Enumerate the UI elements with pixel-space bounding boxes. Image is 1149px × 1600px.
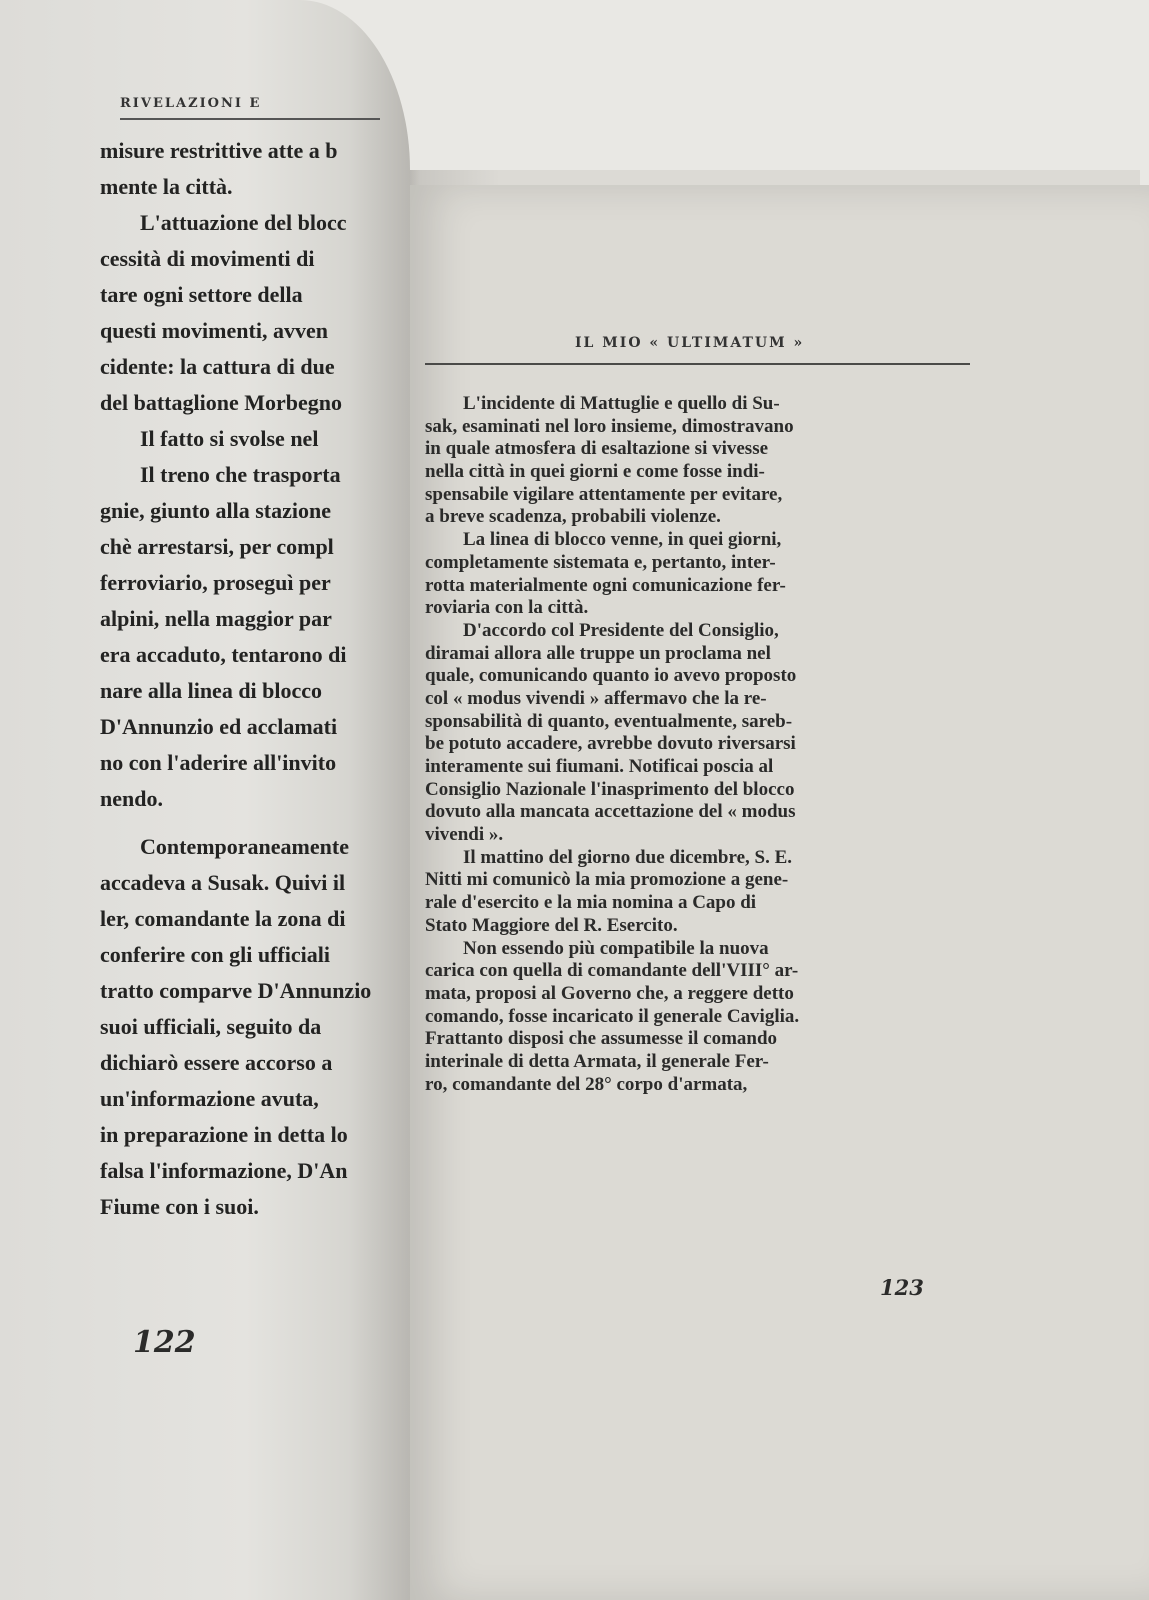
- text-line: cidente: la cattura di due: [100, 354, 335, 379]
- text-line: Fiume con i suoi.: [100, 1194, 259, 1219]
- text-line: Nitti mi comunicò la mia promozione a gene-: [425, 869, 789, 891]
- text-line: nare alla linea di blocco: [100, 678, 323, 703]
- right-page-body: [425, 393, 945, 1096]
- text-line: cessità di movimenti di: [100, 246, 315, 271]
- text-line: alpini, nella maggior par: [100, 606, 332, 631]
- right-page-number: 123: [880, 1275, 924, 1300]
- text-line: La linea di blocco venne, in quei giorni,: [463, 529, 782, 551]
- text-line: suoi ufficiali, seguito da: [100, 1014, 322, 1039]
- text-line: interinale di detta Armata, il generale Fer-: [425, 1050, 769, 1072]
- text-line: be potuto accadere, avrebbe dovuto riversarsi: [425, 733, 796, 755]
- text-line: interamente sui fiumani. Notificai poscia al: [425, 756, 774, 777]
- text-line: a breve scadenza, probabili violenze.: [425, 506, 721, 528]
- text-line: falsa l'informazione, D'An: [100, 1158, 348, 1183]
- text-line: sak, esaminati nel loro insieme, dimostravano: [425, 415, 794, 437]
- text-line: roviaria con la città.: [425, 597, 589, 619]
- text-line: spensabile vigilare attentamente per evitare,: [425, 483, 783, 505]
- text-line: rotta materialmente ogni comunicazione fer-: [425, 574, 786, 596]
- text-line: comando, fosse incaricato il generale Caviglia.: [425, 1005, 800, 1027]
- text-line: L'incidente di Mattuglie e quello di Su-: [463, 393, 780, 414]
- text-line: misure restrittive atte a b: [100, 138, 338, 163]
- text-line: nendo.: [100, 786, 163, 811]
- text-line: ro, comandante del 28° corpo d'armata,: [425, 1073, 748, 1095]
- text-line: D'accordo col Presidente del Consiglio,: [463, 619, 779, 641]
- text-line: conferire con gli ufficiali: [100, 942, 330, 967]
- right-page: [405, 185, 1149, 1600]
- text-line: in quale atmosfera di esaltazione si vivesse: [425, 438, 769, 460]
- text-line: no con l'aderire all'invito: [100, 750, 337, 775]
- text-line: Il fatto si svolse nel: [140, 426, 319, 451]
- text-line: carica con quella di comandante dell'VIII° ar-: [425, 960, 799, 982]
- text-line: Contemporaneamente: [140, 834, 349, 859]
- text-line: ferroviario, proseguì per: [100, 570, 331, 595]
- text-line: Il mattino del giorno due dicembre, S. E.: [463, 846, 792, 868]
- text-line: tratto comparve D'Annunzio: [100, 978, 372, 1003]
- text-line: mata, proposi al Governo che, a reggere detto: [425, 982, 794, 1004]
- text-line: vivendi ».: [425, 824, 504, 846]
- text-line: completamente sistemata e, pertanto, inter-: [425, 551, 776, 573]
- text-line: Frattanto disposi che assumesse il comando: [425, 1028, 778, 1050]
- text-line: D'Annunzio ed acclamati: [100, 714, 338, 739]
- left-running-head: RIVELAZIONI E: [120, 96, 262, 111]
- text-line: in preparazione in detta lo: [100, 1122, 348, 1147]
- text-line: quale, comunicando quanto io avevo proposto: [425, 665, 797, 687]
- text-line: Stato Maggiore del R. Esercito.: [425, 914, 678, 936]
- left-page-number: 122: [133, 1325, 196, 1360]
- left-page: [0, 0, 410, 1600]
- text-line: Consiglio Nazionale l'inasprimento del blocco: [425, 778, 795, 800]
- text-line: chè arrestarsi, per compl: [100, 534, 334, 559]
- text-line: gnie, giunto alla stazione: [100, 498, 332, 523]
- text-line: col « modus vivendi » affermavo che la re-: [425, 687, 767, 709]
- text-line: era accaduto, tentarono di: [100, 642, 347, 667]
- text-line: mente la città.: [100, 174, 233, 199]
- right-running-head: IL MIO « ULTIMATUM »: [575, 335, 805, 351]
- left-header-rule: [120, 118, 380, 120]
- text-line: rale d'esercito e la mia nomina a Capo di: [425, 892, 757, 914]
- text-line: ler, comandante la zona di: [100, 906, 346, 931]
- text-line: nella città in quei giorni e come fosse indi-: [425, 461, 765, 483]
- text-line: Il treno che trasporta: [140, 462, 341, 487]
- header-rule: [425, 363, 970, 365]
- text-line: Non essendo più compatibile la nuova: [463, 937, 769, 959]
- text-line: dichiarò essere accorso a: [100, 1050, 333, 1075]
- text-line: dovuto alla mancata accettazione del « modus: [425, 801, 796, 823]
- text-line: del battaglione Morbegno: [100, 390, 342, 415]
- text-line: accadeva a Susak. Quivi il: [100, 870, 346, 895]
- text-line: tare ogni settore della: [100, 282, 303, 307]
- text-line: sponsabilità di quanto, eventualmente, sareb-: [425, 710, 793, 732]
- text-line: questi movimenti, avven: [100, 318, 328, 343]
- text-line: un'informazione avuta,: [100, 1086, 319, 1111]
- text-line: diramai allora alle truppe un proclama nel: [425, 642, 771, 664]
- text-line: L'attuazione del blocc: [140, 210, 347, 235]
